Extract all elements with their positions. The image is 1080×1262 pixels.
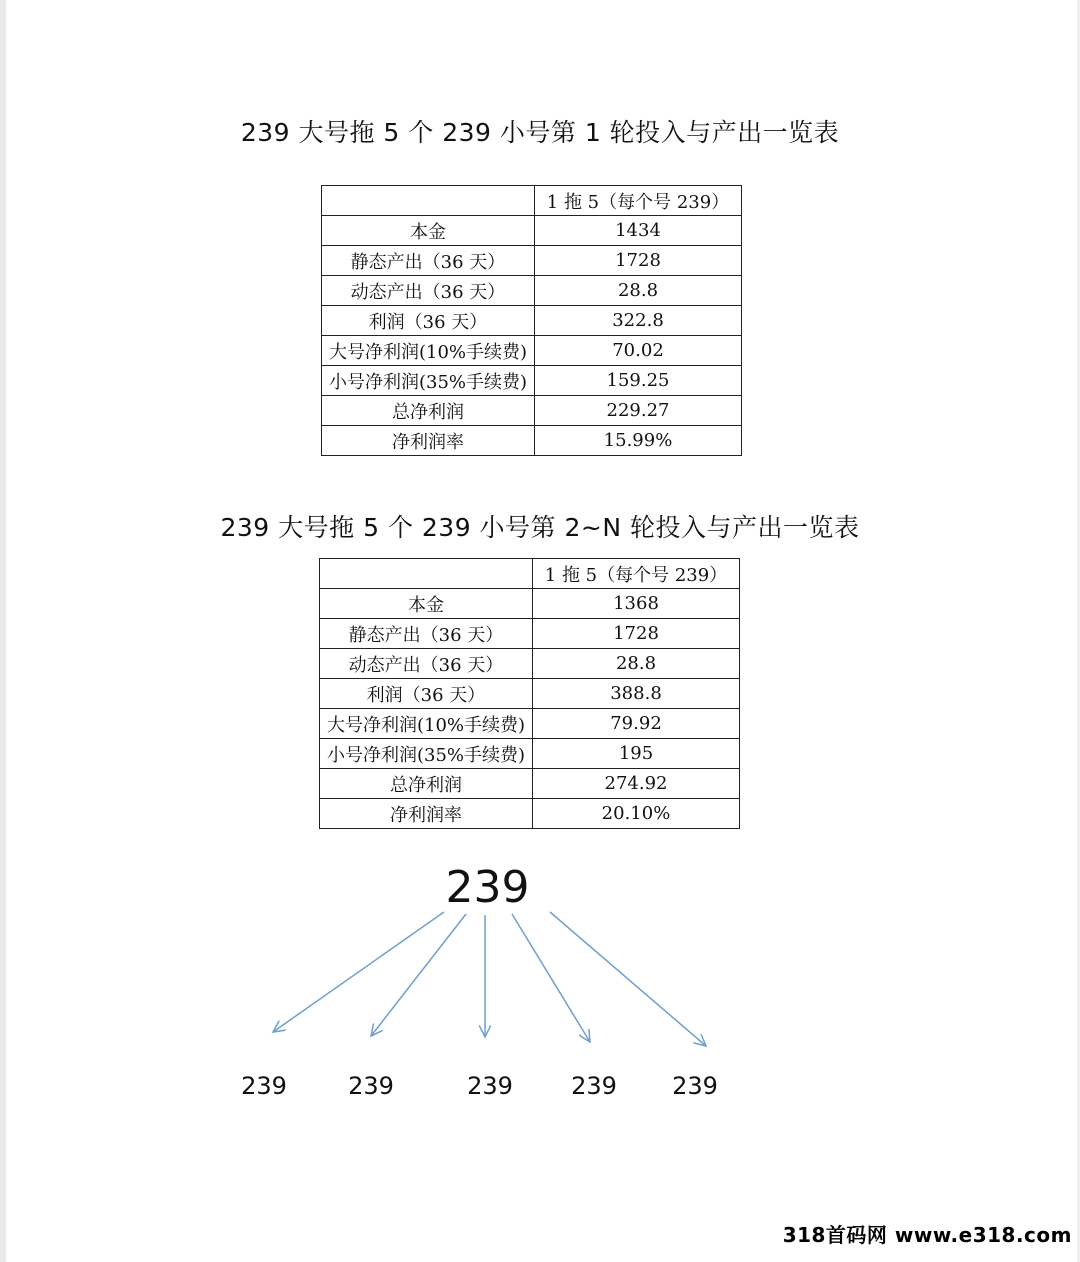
row-label: 利润（36 天） xyxy=(322,306,535,336)
row-label: 静态产出（36 天） xyxy=(320,619,533,649)
table-1-title: 239 大号拖 5 个 239 小号第 1 轮投入与产出一览表 xyxy=(240,118,840,147)
row-label: 小号净利润(35%手续费) xyxy=(322,366,535,396)
row-label: 动态产出（36 天） xyxy=(322,276,535,306)
row-value: 1728 xyxy=(533,619,740,649)
diagram-leaf-node: 239 xyxy=(571,1072,617,1100)
row-label: 小号净利润(35%手续费) xyxy=(320,739,533,769)
row-value: 229.27 xyxy=(535,396,742,426)
row-value: 79.92 xyxy=(533,709,740,739)
row-label: 净利润率 xyxy=(322,426,535,456)
table-2-title: 239 大号拖 5 个 239 小号第 2~N 轮投入与产出一览表 xyxy=(220,513,860,542)
row-value: 159.25 xyxy=(535,366,742,396)
diagram-root-node: 239 xyxy=(445,862,530,913)
row-value: 195 xyxy=(533,739,740,769)
row-label: 大号净利润(10%手续费) xyxy=(320,709,533,739)
row-label: 动态产出（36 天） xyxy=(320,649,533,679)
diagram-leaf-node: 239 xyxy=(241,1072,287,1100)
row-label: 净利润率 xyxy=(320,799,533,829)
row-value: 28.8 xyxy=(535,276,742,306)
row-label: 总净利润 xyxy=(320,769,533,799)
row-value: 28.8 xyxy=(533,649,740,679)
site-watermark: 318首码网 www.e318.com xyxy=(782,1223,1072,1247)
row-value: 388.8 xyxy=(533,679,740,709)
row-value: 70.02 xyxy=(535,336,742,366)
row-label: 静态产出（36 天） xyxy=(322,246,535,276)
row-value: 322.8 xyxy=(535,306,742,336)
row-value: 274.92 xyxy=(533,769,740,799)
header-cell-plan: 1 拖 5（每个号 239） xyxy=(535,186,742,216)
row-value: 15.99% xyxy=(535,426,742,456)
diagram-leaf-node: 239 xyxy=(467,1072,513,1100)
row-label: 本金 xyxy=(322,216,535,246)
header-cell-plan: 1 拖 5（每个号 239） xyxy=(533,559,740,589)
row-value: 1728 xyxy=(535,246,742,276)
diagram-leaf-node: 239 xyxy=(672,1072,718,1100)
row-label: 总净利润 xyxy=(322,396,535,426)
arrow-to-leaf-5 xyxy=(550,912,706,1046)
row-value: 1368 xyxy=(533,589,740,619)
row-label: 本金 xyxy=(320,589,533,619)
arrow-to-leaf-2 xyxy=(371,914,466,1036)
diagram-leaf-node: 239 xyxy=(348,1072,394,1100)
row-value: 1434 xyxy=(535,216,742,246)
row-label: 利润（36 天） xyxy=(320,679,533,709)
arrow-to-leaf-1 xyxy=(273,912,444,1032)
row-label: 大号净利润(10%手续费) xyxy=(322,336,535,366)
arrow-to-leaf-4 xyxy=(512,914,590,1042)
row-value: 20.10% xyxy=(533,799,740,829)
